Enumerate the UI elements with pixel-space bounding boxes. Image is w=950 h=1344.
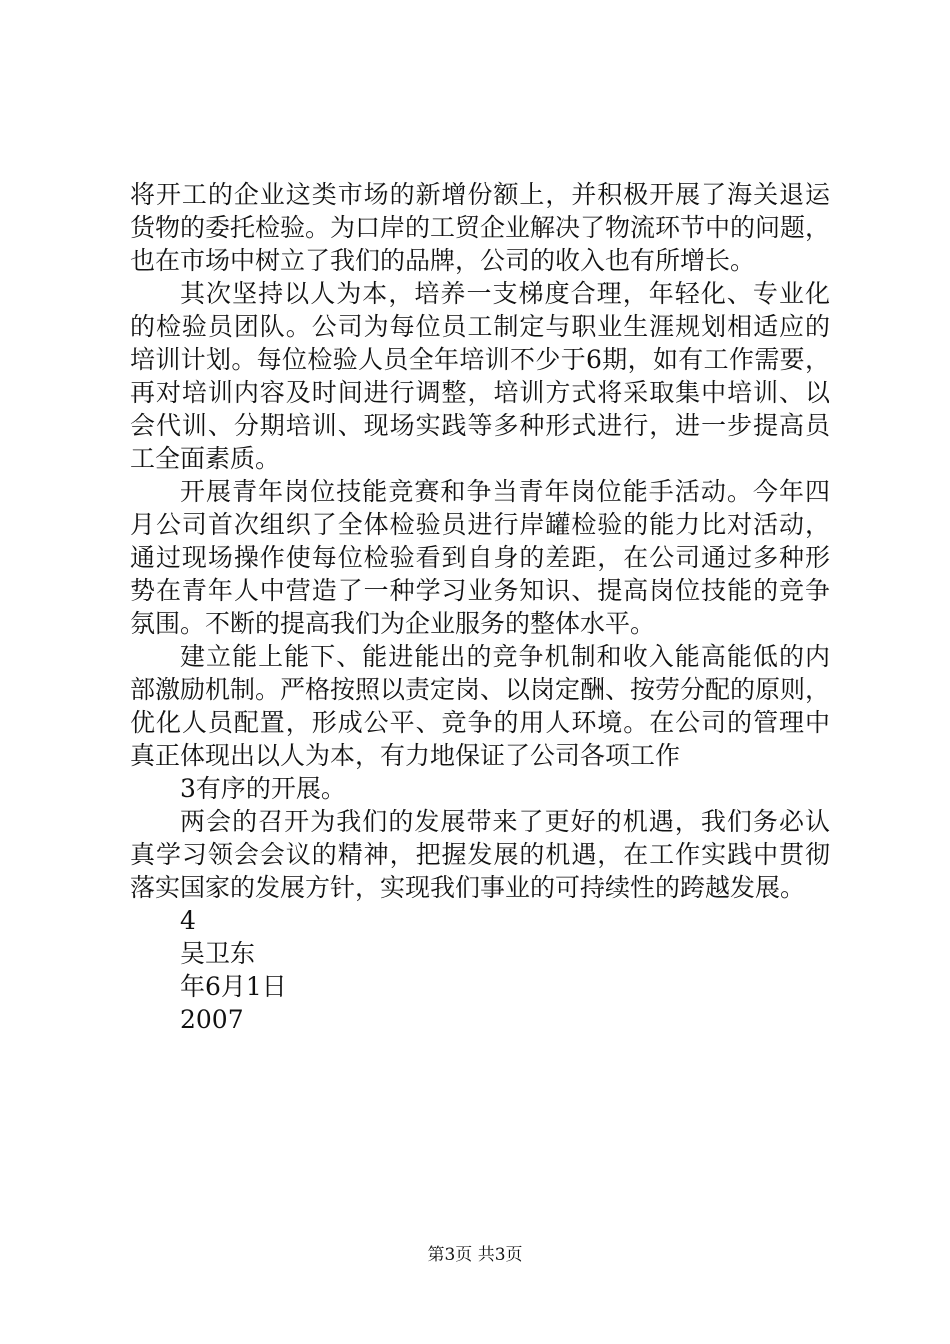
text-line: 建立能上能下、能进能出的竞争机制和收入能高能低的内	[180, 642, 830, 671]
text-line: 货物的委托检验。为口岸的工贸企业解决了物流环节中的问题，	[130, 213, 831, 242]
paragraph	[130, 178, 830, 277]
text-line: 其次坚持以人为本，培养一支梯度合理，年轻化、专业化	[180, 279, 830, 308]
text-line: 的检验员团队。公司为每位员工制定与职业生涯规划相适应的	[130, 312, 830, 341]
text-line: 两会的召开为我们的发展带来了更好的机遇，我们务必认	[180, 807, 830, 836]
text-line: 将开工的企业这类市场的新增份额上，并积极开展了海关退运	[130, 180, 830, 209]
text-line: 优化人员配置，形成公平、竞争的用人环境。在公司的管理中	[130, 708, 830, 737]
text-line: 工全面素质。	[130, 444, 281, 473]
signature-block	[130, 904, 830, 1036]
paragraph	[130, 805, 830, 904]
document-body	[130, 178, 830, 1036]
text-line: 会代训、分期培训、现场实践等多种形式进行，进一步提高员	[130, 411, 830, 440]
text-line: 真正体现出以人为本，有力地保证了公司各项工作	[130, 741, 681, 770]
text-line: 也在市场中树立了我们的品牌，公司的收入也有所增长。	[130, 246, 756, 275]
text-line: 通过现场操作使每位检验看到自身的差距，在公司通过多种形	[130, 543, 830, 572]
year-line: 2007	[180, 1005, 244, 1034]
paragraph	[130, 772, 830, 805]
text-line: 落实国家的发展方针，实现我们事业的可持续性的跨越发展。	[130, 873, 806, 902]
paragraph	[130, 277, 830, 475]
paragraph	[130, 475, 830, 640]
text-line: 势在青年人中营造了一种学习业务知识、提高岗位技能的竞争	[130, 576, 830, 605]
text-line: 开展青年岗位技能竞赛和争当青年岗位能手活动。今年四	[180, 477, 830, 506]
text-line: 氛围。不断的提高我们为企业服务的整体水平。	[130, 609, 656, 638]
text-line: 培训计划。每位检验人员全年培训不少于6期，如有工作需要，	[130, 345, 830, 374]
paragraph	[130, 640, 830, 772]
author-name: 吴卫东	[180, 939, 256, 968]
text-line: 3有序的开展。	[180, 774, 346, 803]
text-line: 真学习领会会议的精神，把握发展的机遇，在工作实践中贯彻	[130, 840, 830, 869]
text-line: 部激励机制。严格按照以责定岗、以岗定酬、按劳分配的原则，	[130, 675, 831, 704]
text-line: 再对培训内容及时间进行调整，培训方式将采取集中培训、以	[130, 378, 830, 407]
page-number-note: 4	[180, 906, 196, 935]
date-line: 年6月1日	[180, 972, 287, 1001]
text-line: 月公司首次组织了全体检验员进行岸罐检验的能力比对活动，	[130, 510, 830, 539]
page-footer: 第3页 共3页	[427, 1245, 523, 1265]
